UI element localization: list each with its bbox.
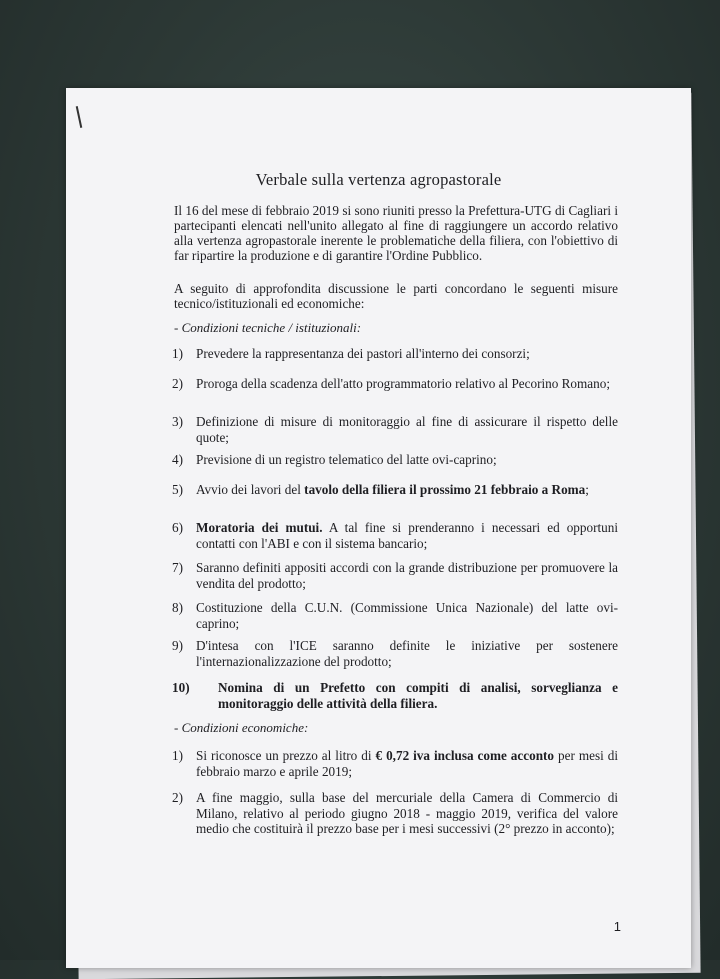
section-heading-technical: - Condizioni tecniche / istituzionali: bbox=[174, 320, 362, 335]
list-item: 5) Avvio dei lavori del tavolo della filiera il prossimo 21 febbraio a Roma; bbox=[172, 482, 589, 497]
list-item: 1) Prevedere la rappresentanza dei pastori all'interno dei consorzi; bbox=[172, 346, 530, 361]
page-number: 1 bbox=[613, 919, 621, 934]
intro-paragraph bbox=[158, 203, 618, 263]
list-item: 6) Moratoria dei mutui. A tal fine si prenderanno i necessari ed opportuni contatti con l'ABI e con il sistema bancario; bbox=[172, 520, 618, 551]
list-item: 3) Definizione di misure di monitoraggio al fine di assicurare il rispetto delle quote; bbox=[172, 414, 618, 445]
section-heading-economic: - Condizioni economiche: bbox=[174, 720, 309, 735]
list-item: 2) Proroga della scadenza dell'atto programmatorio relativo al Pecorino Romano; bbox=[172, 376, 610, 391]
list-item: 9) D'intesa con l'ICE saranno definite le iniziative per sostenere l'internazionalizzazione del prodotto; bbox=[172, 638, 618, 669]
list-item: 7) Saranno definiti appositi accordi con la grande distribuzione per promuovere la vendita del prodotto; bbox=[172, 560, 618, 591]
intro2-text: A seguito di approfondita discussione le parti concordano le seguenti misure tecnico/istituzionali ed economiche: bbox=[174, 281, 618, 311]
document-page bbox=[66, 88, 691, 968]
list-item: 2) A fine maggio, sulla base del mercuriale della Camera di Commercio di Milano, relativo al periodo giugno 2018 - maggio 2019, verifica del valore medio che costituirà il prezzo base per i mesi successivi (2° prezzo in acconto); bbox=[172, 790, 618, 836]
list-item: 10) Nomina di un Prefetto con compiti di analisi, sorveglianza e monitoraggio delle attività della filiera. bbox=[172, 680, 618, 711]
intro-paragraph-2 bbox=[158, 281, 618, 311]
list-item: 4) Previsione di un registro telematico del latte ovi-caprino; bbox=[172, 452, 497, 467]
pen-mark bbox=[76, 106, 83, 128]
list-item: 8) Costituzione della C.U.N. (Commissione Unica Nazionale) del latte ovi-caprino; bbox=[172, 600, 618, 631]
list-item: 1) Si riconosce un prezzo al litro di € 0,72 iva inclusa come acconto per mesi di febbraio marzo e aprile 2019; bbox=[172, 748, 618, 779]
intro-text: Il 16 del mese di febbraio 2019 si sono riuniti presso la Prefettura-UTG di Cagliari i partecipanti elencati nell'unito allegato al fine di raggiungere un accordo relativo alla vertenza agropastorale inerente le problematiche della filiera, con l'obiettivo di far ripartire la produzione e di garantire l'Ordine Pubblico. bbox=[174, 203, 618, 263]
document-title: Verbale sulla vertenza agropastorale bbox=[255, 170, 502, 189]
